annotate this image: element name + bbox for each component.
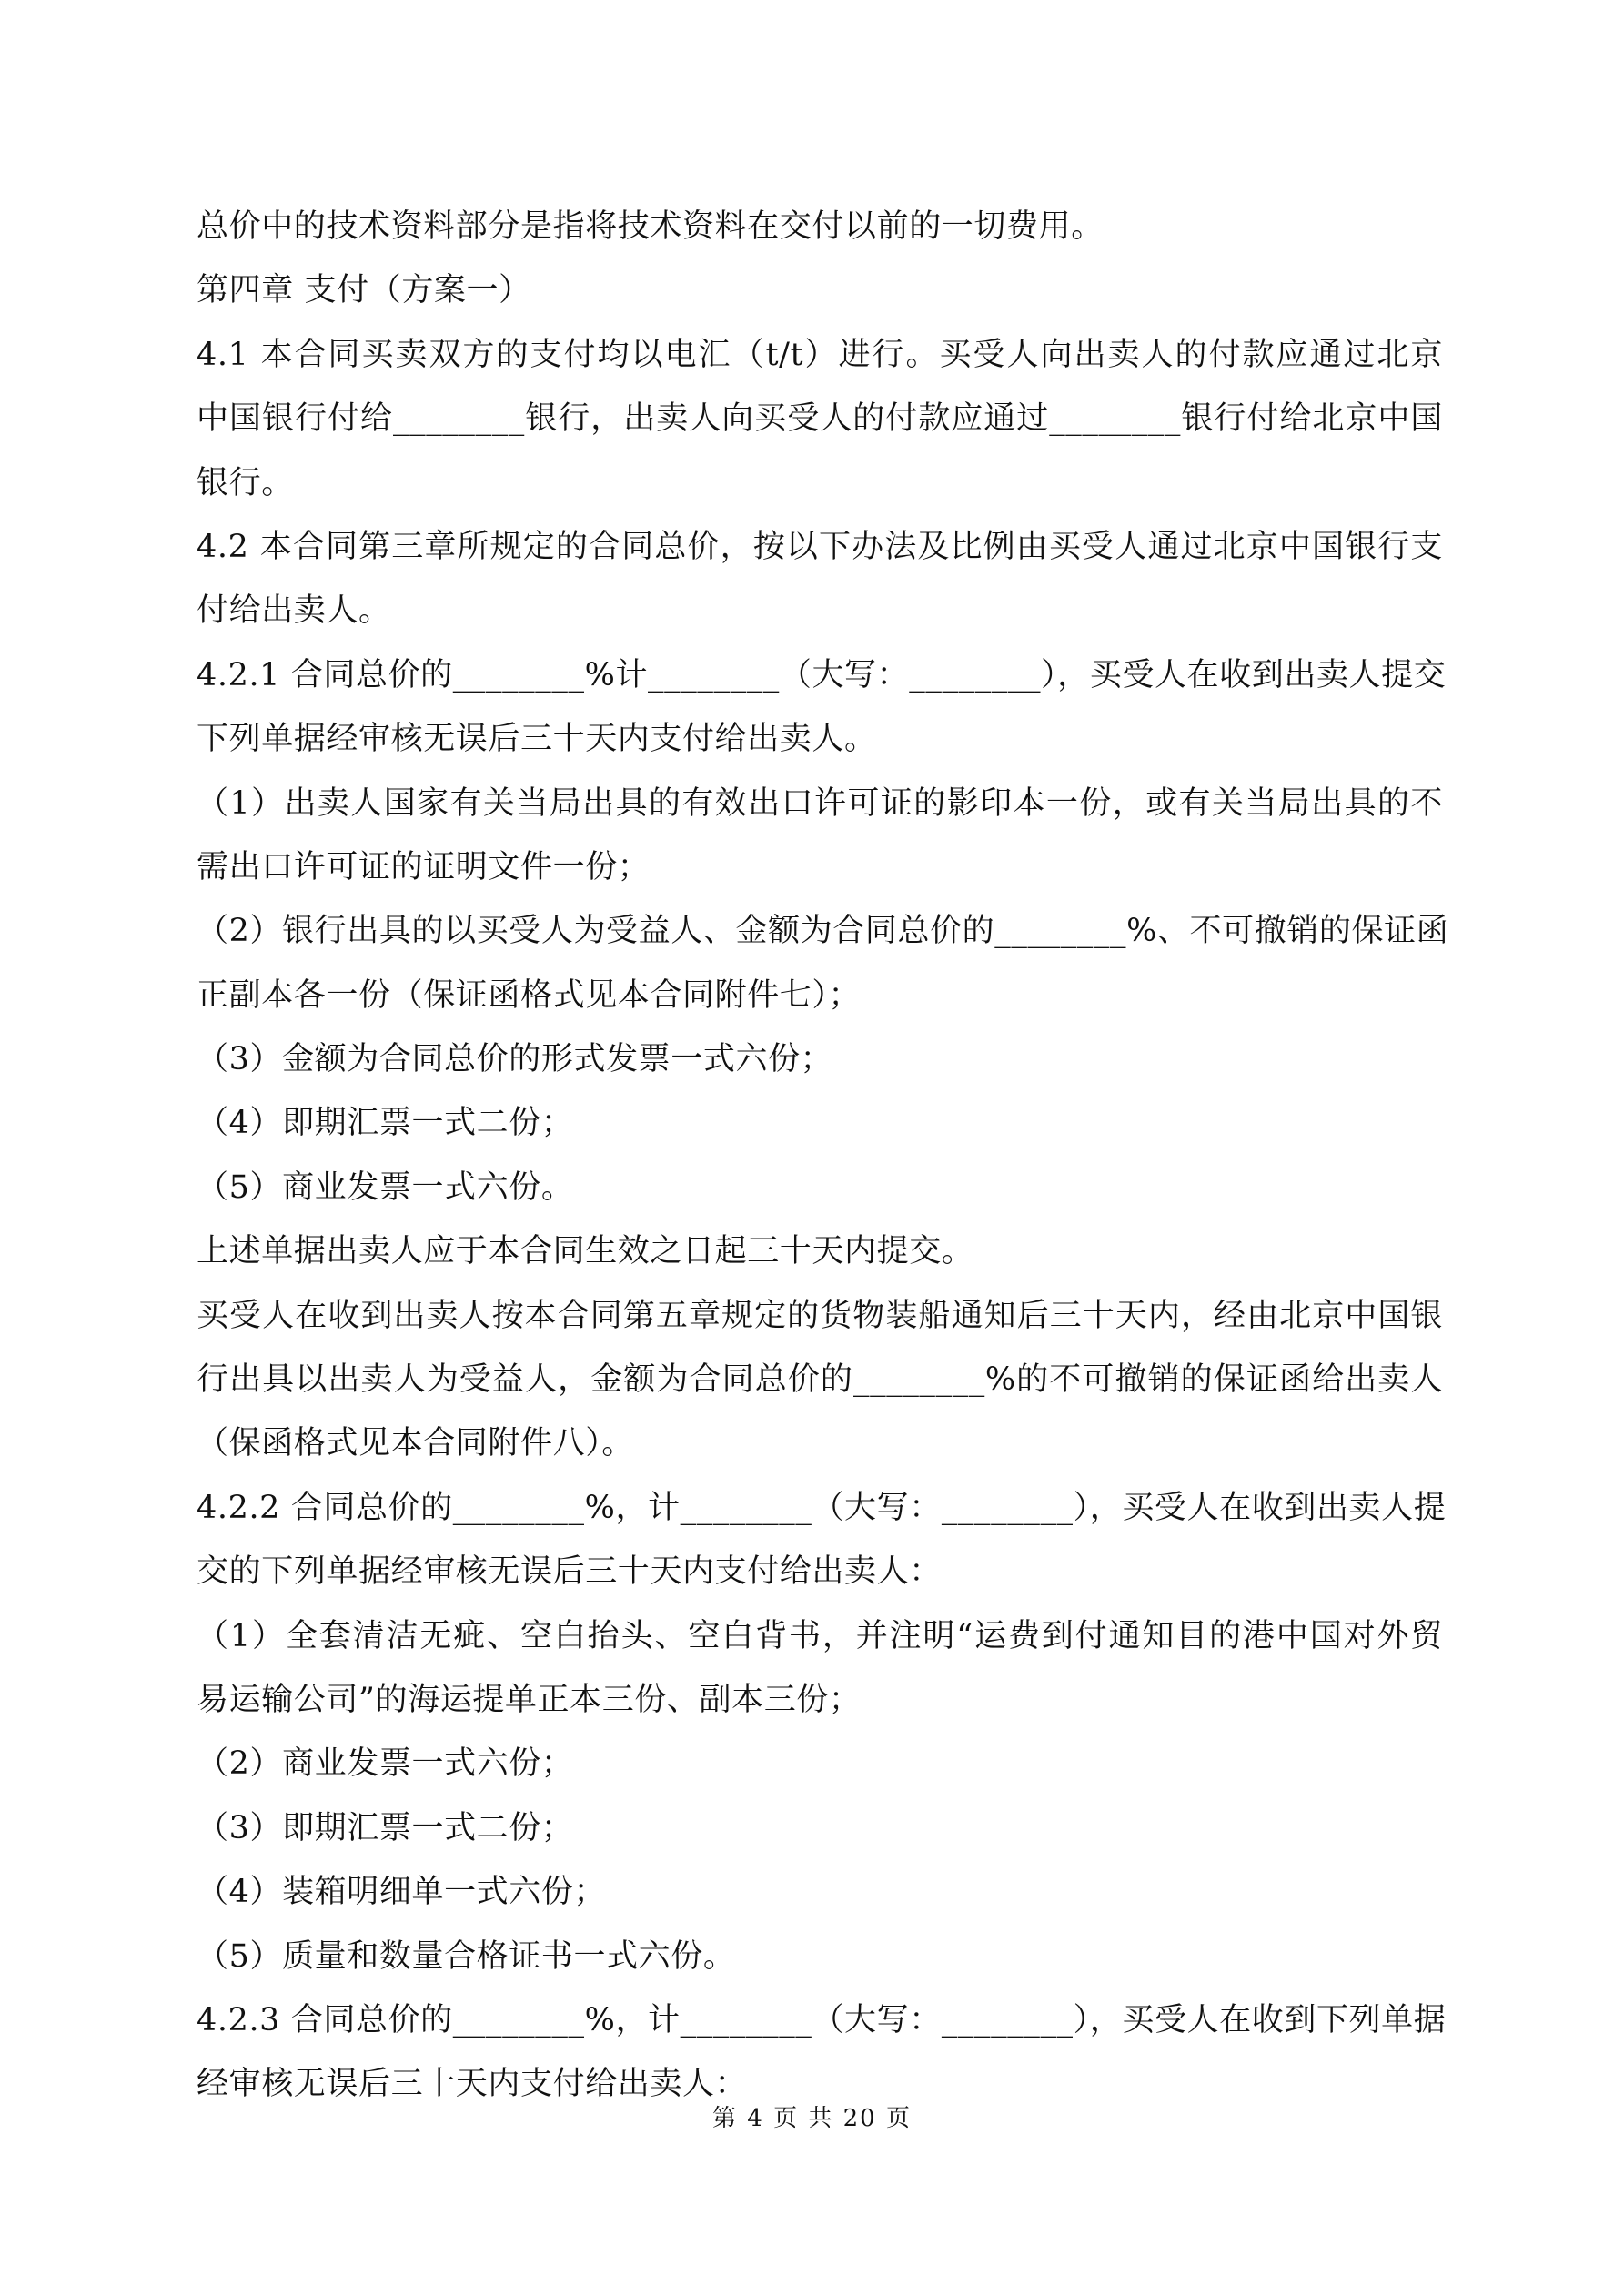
paragraph-line: 银行。 [197, 464, 294, 501]
paragraph-line: （保函格式见本合同附件八）。 [197, 1425, 634, 1462]
page-number-footer: 第 4 页 共 20 页 [712, 2105, 912, 2132]
paragraph-line: 交的下列单据经审核无误后三十天内支付给出卖人： [197, 1553, 942, 1591]
chapter-heading: 第四章 支付（方案一） [197, 272, 531, 309]
paragraph-line: 4.2.1 合同总价的________%计________（大写：________），买受人在收到出卖人提交 [197, 656, 1447, 693]
list-item: 需出口许可证的证明文件一份； [197, 848, 651, 885]
list-item: （3）金额为合同总价的形式发票一式六份； [197, 1041, 833, 1078]
paragraph-line: 4.2.3 合同总价的________%，计________（大写：________），买受人在收到下列单据 [197, 2001, 1447, 2038]
paragraph-line: 4.2.2 合同总价的________%，计________（大写：________），买受人在收到出卖人提 [197, 1489, 1447, 1526]
paragraph-line: 4.2 本合同第三章所规定的合同总价，按以下办法及比例由买受人通过北京中国银行支 [197, 528, 1443, 565]
list-item: （5）商业发票一式六份。 [197, 1168, 574, 1206]
paragraph-line: 行出具以出卖人为受益人，金额为合同总价的________%的不可撤销的保证函给出卖人 [197, 1361, 1443, 1399]
list-item: 易运输公司”的海运提单正本三份、副本三份； [197, 1681, 862, 1718]
list-item: （1）全套清洁无疵、空白抬头、空白背书，并注明“运费到付通知目的港中国对外贸 [197, 1617, 1443, 1654]
paragraph-line: 下列单据经审核无误后三十天内支付给出卖人。 [197, 721, 877, 758]
list-item: （2）商业发票一式六份； [197, 1745, 574, 1783]
list-item: （4）装箱明细单一式六份； [197, 1874, 607, 1911]
paragraph-line: 4.1 本合同买卖双方的支付均以电汇（t/t）进行。买受人向出卖人的付款应通过北京 [197, 336, 1443, 373]
list-item: （1）出卖人国家有关当局出具的有效出口许可证的影印本一份，或有关当局出具的不 [197, 784, 1443, 822]
paragraph-line: 上述单据出卖人应于本合同生效之日起三十天内提交。 [197, 1233, 974, 1270]
list-item: 正副本各一份（保证函格式见本合同附件七）； [197, 976, 862, 1014]
list-item: （3）即期汇票一式二份； [197, 1809, 574, 1846]
list-item: （4）即期汇票一式二份； [197, 1105, 574, 1142]
paragraph-line: 付给出卖人。 [197, 592, 391, 630]
list-item: （2）银行出具的以买受人为受益人、金额为合同总价的________%、不可撤销的保证函 [197, 913, 1449, 950]
contract-body [197, 195, 1449, 2117]
paragraph-line: 经审核无误后三十天内支付给出卖人： [197, 2066, 748, 2103]
paragraph-line: 中国银行付给________银行，出卖人向买受人的付款应通过________银行付给北京中国 [197, 400, 1443, 438]
paragraph-line: 总价中的技术资料部分是指将技术资料在交付以前的一切费用。 [197, 208, 1104, 245]
list-item: （5）质量和数量合格证书一式六份。 [197, 1937, 736, 1975]
paragraph-line: 买受人在收到出卖人按本合同第五章规定的货物装船通知后三十天内，经由北京中国银 [197, 1297, 1443, 1334]
